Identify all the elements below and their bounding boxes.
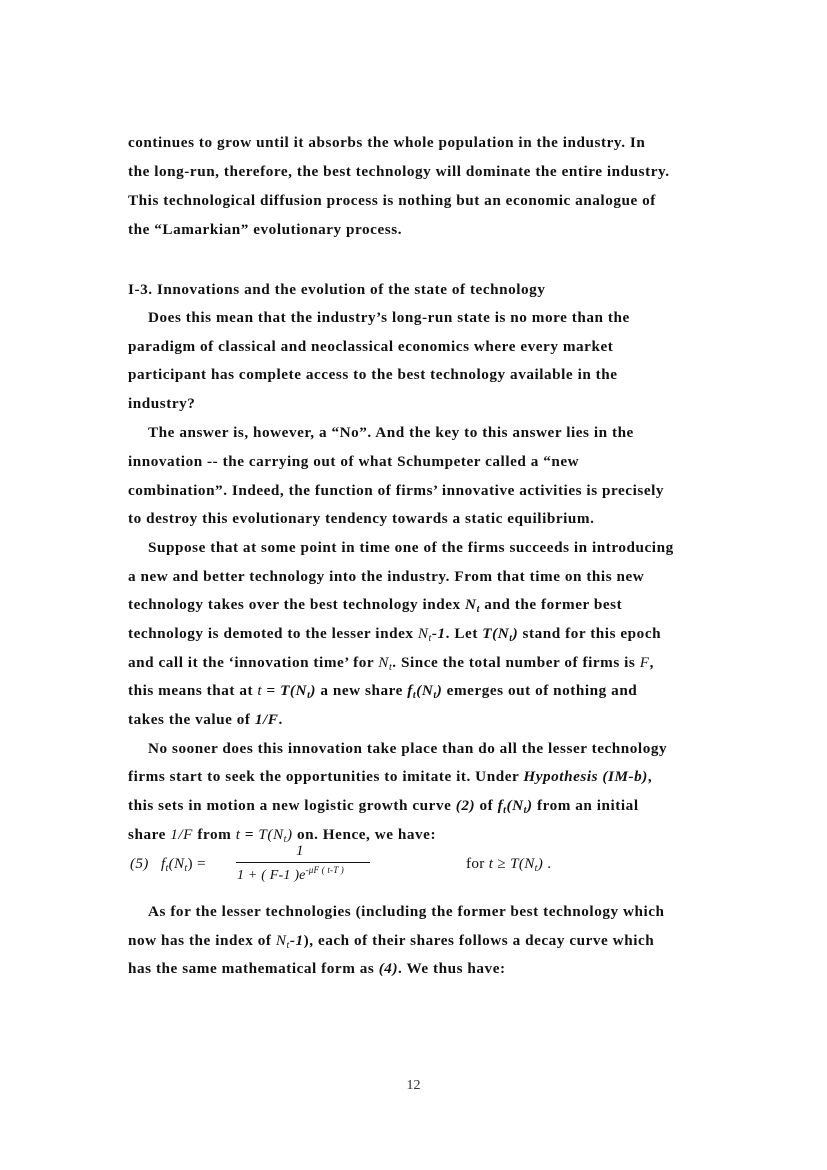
math-expression: ) (287, 826, 293, 843)
equation-lhs (161, 855, 206, 873)
paragraph-3-line-4: to destroy this evolutionary tendency towards a static equilibrium. (128, 510, 595, 527)
math-subscript: t (476, 604, 480, 615)
math-expression: 1 + ( F-1 )e (237, 868, 306, 883)
text-run: a new share (316, 682, 408, 699)
math-variable: f (497, 797, 504, 814)
math-expression: ) (436, 682, 443, 699)
math-subscript: t (523, 805, 527, 816)
paragraph-3-line-1: The answer is, however, a “No”. And the key to this answer lies in the (148, 424, 634, 441)
math-expression: (N (168, 855, 185, 872)
math-expression: T(N (280, 682, 308, 699)
text-run: . Since the total number of firms is (392, 654, 640, 671)
math-variable: N (378, 654, 389, 671)
text-run: of (475, 797, 498, 814)
text-run: . We thus have: (398, 960, 506, 977)
text-run: for (466, 855, 489, 872)
text-run: from (193, 826, 236, 843)
math-subscript: t (307, 690, 311, 701)
math-subscript: t (433, 690, 437, 701)
paragraph-1-line-2: the long-run, therefore, the best technology will dominate the entire industry. (128, 163, 670, 180)
paragraph-4-line-4 (128, 625, 661, 643)
paragraph-2-line-1: Does this mean that the industry’s long-run state is no more than the (148, 309, 630, 326)
math-subscript: t (509, 633, 513, 644)
citation: Hypothesis (IM-b) (523, 768, 648, 785)
paragraph-6-line-1: As for the lesser technologies (including the former best technology which (148, 903, 665, 920)
math-expression: -1 (431, 625, 446, 642)
math-expression: ) (310, 682, 317, 699)
paragraph-4-line-3 (128, 596, 622, 614)
paragraph-5-line-3 (128, 797, 639, 815)
math-expression: 1/F (170, 826, 194, 843)
text-run: and the former best (479, 596, 623, 613)
math-expression: ) = (187, 855, 206, 872)
equation-reference: (4) (378, 960, 399, 977)
math-subscript: t (388, 662, 393, 673)
paragraph-2-line-2: paradigm of classical and neoclassical economics where every market (128, 338, 614, 355)
math-expression: ) (527, 797, 533, 814)
math-expression: T(N (510, 855, 535, 872)
fraction-numerator: 1 (296, 843, 304, 859)
math-expression: -1 (289, 932, 304, 949)
text-run: ), each of their shares follows a decay curve which (303, 932, 655, 949)
text-run: emerges out of nothing and (442, 682, 638, 699)
text-run: technology takes over the best technology index (128, 596, 466, 613)
math-expression: (N (416, 682, 434, 699)
math-subscript: t (165, 863, 169, 874)
paragraph-2-line-3: participant has complete access to the best technology available in the (128, 366, 618, 383)
math-expression: (N (506, 797, 524, 814)
fraction-denominator (237, 867, 344, 885)
section-heading: I-3. Innovations and the evolution of the state of technology (128, 281, 546, 298)
math-expression: ) (512, 625, 519, 642)
math-expression: T(N (482, 625, 510, 642)
text-run: . (543, 855, 552, 872)
math-subscript: t (534, 863, 538, 874)
text-run: has the same mathematical form as (128, 960, 379, 977)
math-expression: 1/F (254, 711, 279, 728)
paragraph-1-line-1: continues to grow until it absorbs the whole population in the industry. In (128, 134, 646, 151)
text-run: this means that at (128, 682, 258, 699)
text-run: from an initial (532, 797, 639, 814)
equation-condition (466, 855, 551, 873)
math-variable: t (235, 826, 241, 843)
math-variable: t (488, 855, 494, 872)
text-run: this sets in motion a new logistic growth curve (128, 797, 456, 814)
text-run: . Let (445, 625, 483, 642)
paragraph-3-line-2: innovation -- the carrying out of what Schumpeter called a “new (128, 453, 580, 470)
paragraph-1-line-3: This technological diffusion process is nothing but an economic analogue of (128, 192, 656, 209)
math-subscript: t (503, 805, 507, 816)
paragraph-4-line-1: Suppose that at some point in time one of the firms succeeds in introducing (148, 539, 674, 556)
text-run: firms start to seek the opportunities to imitate it. Under (128, 768, 524, 785)
paragraph-2-line-4: industry? (128, 395, 196, 412)
text-run: on. Hence, we have: (292, 826, 437, 843)
math-expression: ≥ (493, 855, 511, 872)
equation-reference: (2) (455, 797, 476, 814)
equation-label: (5) (130, 855, 149, 872)
page-number: 12 (406, 1078, 421, 1093)
text-run: now has the index of (128, 932, 276, 949)
paragraph-5-line-2 (128, 768, 652, 786)
math-subscript: t (283, 834, 288, 845)
paragraph-6-line-2 (128, 932, 654, 950)
paragraph-4-line-5 (128, 654, 654, 672)
paragraph-5-line-1: No sooner does this innovation take place than do all the lesser technology (148, 740, 668, 757)
math-exponent: -μF ( t-T ) (305, 865, 344, 875)
math-variable: N (465, 596, 477, 613)
math-subscript: t (428, 633, 432, 644)
paragraph-4-line-7 (128, 711, 283, 729)
text-run: takes the value of (128, 711, 255, 728)
fraction-bar (236, 862, 370, 863)
text-run: share (128, 826, 171, 843)
text-run: and call it the ‘innovation time’ for (128, 654, 379, 671)
math-subscript: t (412, 690, 417, 701)
text-run: stand for this epoch (518, 625, 662, 642)
paragraph-5-line-4 (128, 826, 436, 844)
math-variable: t (257, 682, 263, 699)
math-variable: F (639, 654, 650, 671)
text-run: = (262, 682, 281, 699)
text-run: = (240, 826, 259, 843)
math-expression: T(N (258, 826, 284, 843)
paragraph-1-line-4: the “Lamarkian” evolutionary process. (128, 221, 403, 238)
paragraph-6-line-3 (128, 960, 506, 978)
text-run: technology is demoted to the lesser index (128, 625, 418, 642)
text-run: , (649, 654, 654, 671)
math-subscript: t (184, 863, 188, 874)
math-variable: f (161, 855, 166, 872)
paragraph-3-line-3: combination”. Indeed, the function of firms’ innovative activities is precisely (128, 482, 665, 499)
math-subscript: t (286, 940, 290, 951)
math-variable: N (417, 625, 429, 642)
text-run: , (647, 768, 653, 785)
text-run: . (278, 711, 283, 728)
math-variable: N (275, 932, 287, 949)
paragraph-4-line-2: a new and better technology into the industry. From that time on this new (128, 568, 645, 585)
math-expression: ) (537, 855, 544, 872)
math-variable: f (407, 682, 413, 699)
paragraph-4-line-6 (128, 682, 637, 700)
